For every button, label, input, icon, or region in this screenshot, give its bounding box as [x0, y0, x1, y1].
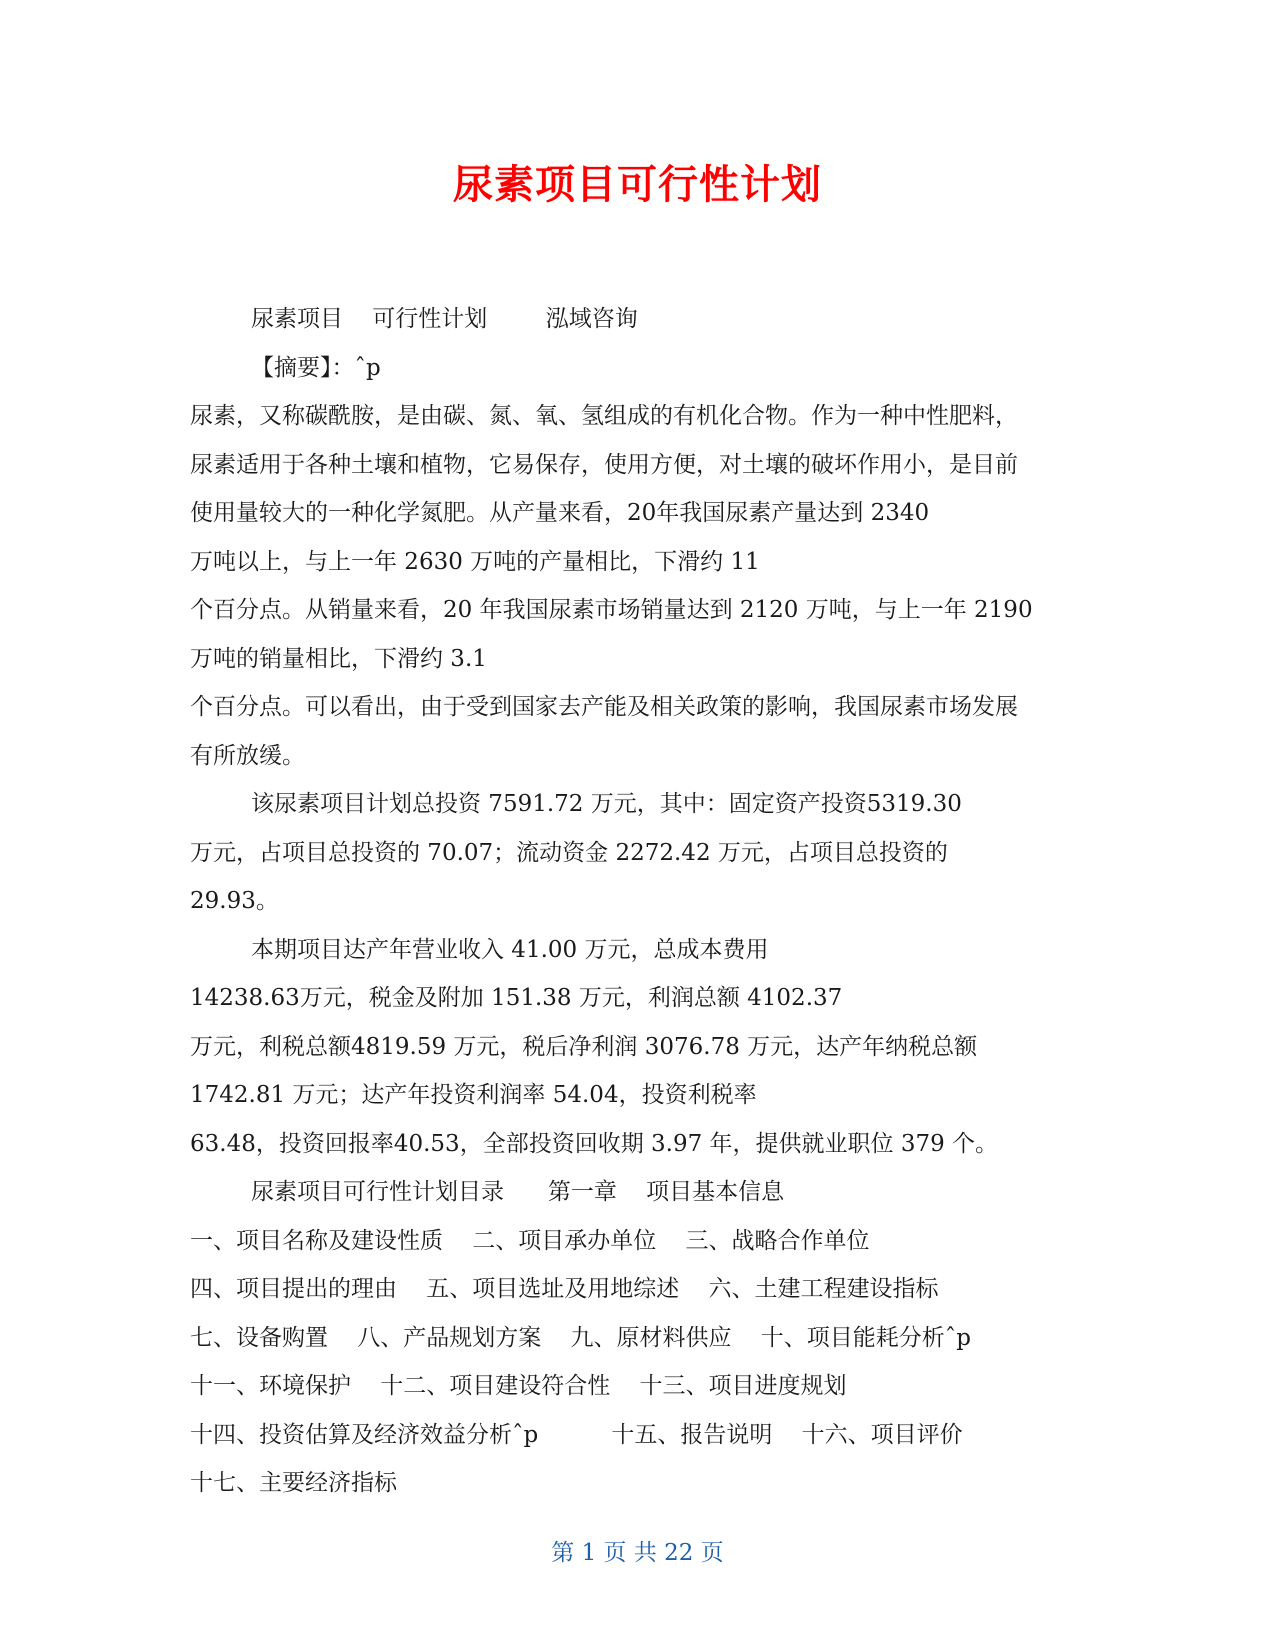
- text-line: 十七、主要经济指标: [190, 1470, 397, 1496]
- text-line: 尿素，又称碳酰胺，是由碳、氮、氧、氢组成的有机化合物。作为一种中性肥料，: [190, 403, 1018, 429]
- text-line: 万吨的销量相比，下滑约 3.1: [190, 645, 487, 672]
- text-line: 该尿素项目计划总投资 7591.72 万元，其中：固定资产投资5319.30: [251, 791, 962, 817]
- text-line: 14238.63万元，税金及附加 151.38 万元，利润总额 4102.37: [190, 985, 843, 1011]
- text-line: 29.93。: [190, 888, 279, 914]
- document-title: 尿素项目可行性计划: [453, 162, 822, 208]
- text-line: 四、项目提出的理由 五、项目选址及用地综述 六、土建工程建设指标: [190, 1276, 939, 1302]
- text-line: 尿素项目可行性计划目录 第一章 项目基本信息: [251, 1179, 785, 1205]
- text-line: 十四、投资估算及经济效益分析ˆp 十五、报告说明 十六、项目评价: [190, 1421, 963, 1448]
- page-footer: 第 1 页 共 22 页: [551, 1540, 724, 1566]
- text-line: 十一、环境保护 十二、项目建设符合性 十三、项目进度规划: [190, 1373, 847, 1399]
- text-line: 个百分点。从销量来看，20 年我国尿素市场销量达到 2120 万吨，与上一年 2190: [190, 597, 1033, 623]
- text-line: 七、设备购置 八、产品规划方案 九、原材料供应 十、项目能耗分析ˆp: [190, 1324, 971, 1351]
- text-line: 万吨以上，与上一年 2630 万吨的产量相比，下滑约 11: [190, 548, 760, 575]
- text-line: 一、项目名称及建设性质 二、项目承办单位 三、战略合作单位: [190, 1227, 870, 1254]
- text-line: 【摘要】：ˆp: [251, 354, 381, 381]
- text-line: 个百分点。可以看出，由于受到国家去产能及相关政策的影响，我国尿素市场发展: [190, 694, 1018, 720]
- text-line: 1742.81 万元；达产年投资利润率 54.04，投资利税率: [190, 1082, 757, 1108]
- text-line: 尿素适用于各种土壤和植物，它易保存，使用方便，对土壤的破坏作用小，是目前: [190, 451, 1018, 478]
- text-line: 有所放缓。: [190, 742, 305, 769]
- text-line: 万元，利税总额4819.59 万元，税后净利润 3076.78 万元，达产年纳税总额: [190, 1033, 978, 1060]
- document-body: [190, 295, 1095, 1508]
- text-line: 本期项目达产年营业收入 41.00 万元，总成本费用: [251, 936, 769, 963]
- text-line: 尿素项目 可行性计划 泓域咨询: [251, 306, 638, 332]
- text-line: 63.48，投资回报率40.53，全部投资回收期 3.97 年，提供就业职位 379 个。: [190, 1130, 999, 1157]
- text-line: 万元，占项目总投资的 70.07；流动资金 2272.42 万元，占项目总投资的: [190, 839, 948, 866]
- text-line: 使用量较大的一种化学氮肥。从产量来看，20年我国尿素产量达到 2340: [190, 500, 930, 526]
